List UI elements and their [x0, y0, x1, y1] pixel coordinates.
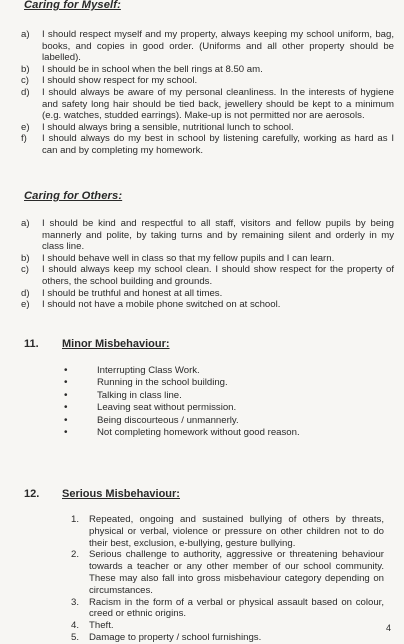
item-marker: e)	[21, 121, 30, 133]
item-text: I should respect myself and my property, always keeping my school uniform, bag, books, and copies in good order. (Uniforms and all other property should be labelled).	[42, 29, 394, 64]
item-marker: c)	[21, 75, 29, 87]
item-text: I should be truthful and honest at all times.	[42, 287, 223, 299]
item-marker: b)	[21, 252, 30, 264]
page-number: 4	[385, 623, 391, 633]
item-text: Serious challenge to authority, aggressive or threatening behaviour towards a teacher or any other member of our school community. These may also fall into gross misbehaviour category depending on circumstances.	[89, 549, 384, 596]
item-marker: 1.	[71, 514, 80, 525]
item-text: I should be in school when the bell rings at 8.50 am.	[42, 63, 263, 75]
item-text: I should always bring a sensible, nutritional lunch to school.	[42, 121, 294, 133]
list-item	[0, 597, 404, 621]
list-item	[0, 133, 404, 156]
list-item	[0, 75, 404, 87]
minor-misbehaviour-list	[0, 365, 404, 439]
item-marker: 4.	[71, 620, 80, 632]
list-item	[0, 299, 404, 311]
serious-misbehaviour-list	[0, 514, 404, 644]
bullet-icon: •	[64, 389, 68, 401]
list-item	[0, 549, 404, 596]
list-item	[0, 288, 404, 300]
item-marker: 3.	[71, 596, 80, 608]
item-marker: d)	[21, 86, 30, 98]
item-text: I should behave well in class so that my fellow pupils and I can learn.	[42, 252, 335, 264]
list-item	[0, 365, 404, 377]
item-text: Damage to property / school furnishings.	[89, 631, 262, 643]
item-marker: e)	[21, 299, 30, 311]
list-item	[0, 427, 404, 439]
item-marker: 2.	[71, 549, 80, 561]
item-marker: a)	[21, 29, 30, 40]
item-text: I should always be aware of my personal cleanliness. In the interests of hygiene and safety long hair should be tied back, jewellery should be kept to a minimum (e.g. watches, studded earrings). Make-up is not permitted nor are aerosols.	[42, 86, 394, 122]
list-item	[0, 415, 404, 427]
bullet-icon: •	[64, 402, 68, 414]
caring-for-myself-list	[0, 29, 404, 157]
list-item	[0, 64, 404, 76]
item-text: Repeated, ongoing and sustained bullying of others by threats, physical or verbal, violence or pressure on other children not to do their best, exclusion, e-bullying, gesture bullying.	[89, 514, 384, 549]
item-text: Theft.	[89, 620, 114, 632]
list-item	[0, 218, 404, 253]
list-item	[0, 87, 404, 122]
caring-for-others-list	[0, 218, 404, 311]
item-marker: 5.	[71, 631, 80, 643]
item-text: I should always keep my school clean. I should show respect for the property of others, the school building and grounds.	[42, 264, 394, 287]
item-marker: a)	[21, 218, 30, 229]
list-item	[0, 29, 404, 64]
list-item	[0, 264, 404, 287]
list-item	[0, 390, 404, 402]
item-text: Being discourteous / unmannerly.	[97, 414, 239, 426]
item-marker: b)	[21, 63, 30, 75]
list-item	[0, 402, 404, 414]
list-item	[0, 632, 404, 644]
item-text: I should always do my best in school by listening carefully, working as hard as I can and by completing my homework.	[42, 133, 394, 156]
item-marker: c)	[21, 264, 29, 276]
item-text: I should be kind and respectful to all staff, visitors and fellow pupils by being mannerly and polite, by taking turns and by remaining silent and orderly in my class line.	[42, 218, 394, 253]
minor-misbehaviour-title: Minor Misbehaviour:	[62, 338, 170, 350]
bullet-icon: •	[64, 427, 68, 439]
list-item	[0, 377, 404, 389]
item-text: Not completing homework without good reason.	[97, 427, 300, 439]
section-12-number: 12.	[24, 488, 40, 500]
list-item	[0, 620, 404, 632]
item-marker: d)	[21, 287, 30, 299]
item-text: Interrupting Class Work.	[97, 365, 200, 376]
serious-misbehaviour-title: Serious Misbehaviour:	[62, 488, 180, 500]
list-item	[0, 253, 404, 265]
caring-for-myself-heading: Caring for Myself:	[24, 0, 121, 11]
item-text: Running in the school building.	[97, 377, 228, 389]
bullet-icon: •	[64, 414, 68, 426]
section-11-number: 11.	[24, 338, 39, 350]
item-text: I should show respect for my school.	[42, 75, 198, 87]
item-marker: f)	[21, 133, 27, 145]
list-item	[0, 122, 404, 134]
item-text: I should not have a mobile phone switched on at school.	[42, 299, 281, 311]
item-text: Racism in the form of a verbal or physical assault based on colour, creed or ethnic origins.	[89, 596, 384, 620]
bullet-icon: •	[64, 365, 68, 376]
bullet-icon: •	[64, 377, 68, 389]
item-text: Talking in class line.	[97, 389, 182, 401]
item-text: Leaving seat without permission.	[97, 402, 237, 414]
list-item	[0, 514, 404, 549]
caring-for-others-heading: Caring for Others:	[24, 190, 123, 202]
